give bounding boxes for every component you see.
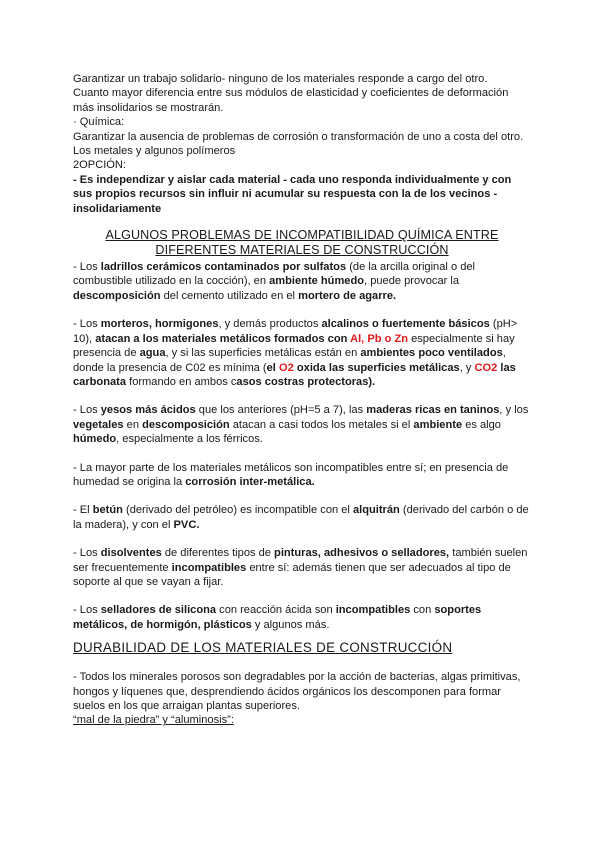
paragraph-minerales: - Todos los minerales porosos son degradables por la acción de bacterias, algas primitivas, hongos y líquenes que, desprendiendo ácidos orgánicos los descomponen para formar suelos en los que arraigan plantas superiores.: [73, 671, 521, 712]
intro-line-1: Garantizar un trabajo solidario- ninguno de los materiales responde a cargo del otro.: [73, 73, 488, 85]
paragraph-morteros: - Los morteros, hormigones, y demás productos alcalinos o fuertemente básicos (pH> 10), atacan a los materiales metálicos formados con Al, Pb o Zn especialmente si hay presencia de agua, y si las superficies metálicas están en ambientes poco ventilados, donde la presencia de C02 es mínima (el O2 oxida las superficies metálicas, y CO2 las carbonata formando en ambos casos costras protectoras).: [73, 318, 518, 388]
quimica-label: · Química:: [73, 116, 125, 129]
paragraph-selladores: - Los selladores de silicona con reacción ácida son incompatibles con soportes metálicos, de hormigón, plásticos y algunos más.: [73, 604, 482, 631]
paragraph-disolventes: - Los disolventes de diferentes tipos de pinturas, adhesivos o selladores, también suelen ser frecuentemente incompatibles entre sí: además tienen que ser adecuados al tipo de soporte al que se vayan a fijar.: [73, 547, 528, 588]
opcion-label: 2OPCIÓN:: [73, 159, 127, 172]
document-content: [73, 72, 531, 728]
opcion-text: - Es independizar y aislar cada material - cada uno responda individualmente y con sus propios recursos sin influir ni acumular su respuesta con la de los vecinos - insolidariamente: [73, 173, 512, 215]
intro-line-3: Garantizar la ausencia de problemas de corrosión o transformación de uno a costa del otro.: [73, 130, 524, 143]
section1-heading: ALGUNOS PROBLEMAS DE INCOMPATIBILIDAD QUÍMICA ENTRE DIFERENTES MATERIALES DE CONSTRUCCIÓN: [105, 228, 499, 258]
paragraph-ladrillos: - Los ladrillos cerámicos contaminados por sulfatos (de la arcilla original o del combustible utilizado en la cocción), en ambiente húmedo, puede provocar la descomposición del cemento utilizado en el mortero de agarre.: [73, 261, 476, 302]
intro-line-2: Cuanto mayor diferencia entre sus módulos de elasticidad y coeficientes de deformación más insolidarios se mostrarán.: [73, 87, 509, 114]
paragraph-yesos: - Los yesos más ácidos que los anteriores (pH=5 a 7), las maderas ricas en taninos, y los vegetales en descomposición atacan a casi todos los metales si el ambiente es algo húmedo, especialmente a los férricos.: [73, 404, 529, 446]
paragraph-metalicos: - La mayor parte de los materiales metálicos son incompatibles entre sí; en presencia de humedad se origina la corrosión inter-metálica.: [73, 461, 509, 488]
mal-de-la-piedra-label: “mal de la piedra” y “aluminosis”:: [73, 714, 234, 727]
paragraph-betun: - El betún (derivado del petróleo) es incompatible con el alquitrán (derivado del carbón o de la madera), y con el PVC.: [73, 504, 529, 531]
intro-line-4: Los metales y algunos polímeros: [73, 145, 236, 158]
section2-heading: DURABILIDAD DE LOS MATERIALES DE CONSTRUCCIÓN: [73, 640, 453, 656]
